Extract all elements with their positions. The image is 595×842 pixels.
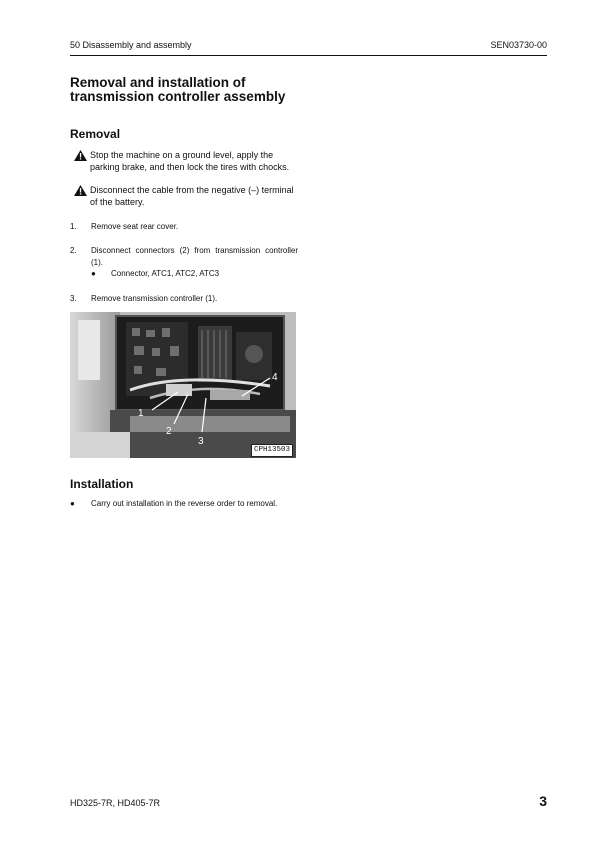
removal-heading: Removal: [70, 127, 121, 141]
controller-photo: [70, 312, 296, 458]
installation-text: Carry out installation in the reverse order to removal.: [91, 499, 278, 508]
photo-code-label: CPH13503: [251, 444, 293, 457]
step-1-number: 1.: [70, 222, 77, 231]
callout-1: 1: [138, 408, 144, 419]
callout-2: 2: [166, 426, 172, 437]
page-number: 3: [539, 793, 547, 809]
warning-1: [74, 149, 300, 173]
step-2-number: 2.: [70, 246, 77, 255]
footer-models: HD325-7R, HD405-7R: [70, 798, 161, 808]
page-title: Removal and installation of transmission controller assembly: [70, 75, 286, 104]
step-3-number: 3.: [70, 294, 77, 303]
step-1: [70, 221, 298, 233]
step-2-text: Disconnect connectors (2) from transmission controller (1).: [91, 246, 298, 267]
warning-2-text: Disconnect the cable from the negative (–) terminal of the battery.: [90, 185, 294, 207]
header-rule: [70, 55, 547, 56]
warning-triangle-icon: [74, 185, 87, 196]
installation-heading: Installation: [70, 477, 134, 491]
step-3: [70, 293, 298, 305]
bullet-icon: ●: [70, 499, 75, 508]
callout-4: 4: [272, 372, 278, 383]
callout-3: 3: [198, 436, 204, 447]
installation-item: [70, 498, 298, 510]
bullet-icon: ●: [91, 269, 96, 278]
step-2-sub-text: Connector, ATC1, ATC2, ATC3: [111, 269, 220, 278]
step-2-sub-bullet: [91, 269, 219, 278]
step-2: [70, 245, 298, 268]
page-header-section: 50 Disassembly and assembly: [70, 40, 192, 50]
page-header-doc-code: SEN03730-00: [490, 40, 547, 50]
warning-triangle-icon: [74, 150, 87, 161]
warning-2: [74, 184, 300, 208]
step-1-text: Remove seat rear cover.: [91, 222, 179, 231]
warning-1-text: Stop the machine on a ground level, apply the parking brake, and then lock the tires with chocks.: [90, 150, 290, 172]
step-3-text: Remove transmission controller (1).: [91, 294, 218, 303]
